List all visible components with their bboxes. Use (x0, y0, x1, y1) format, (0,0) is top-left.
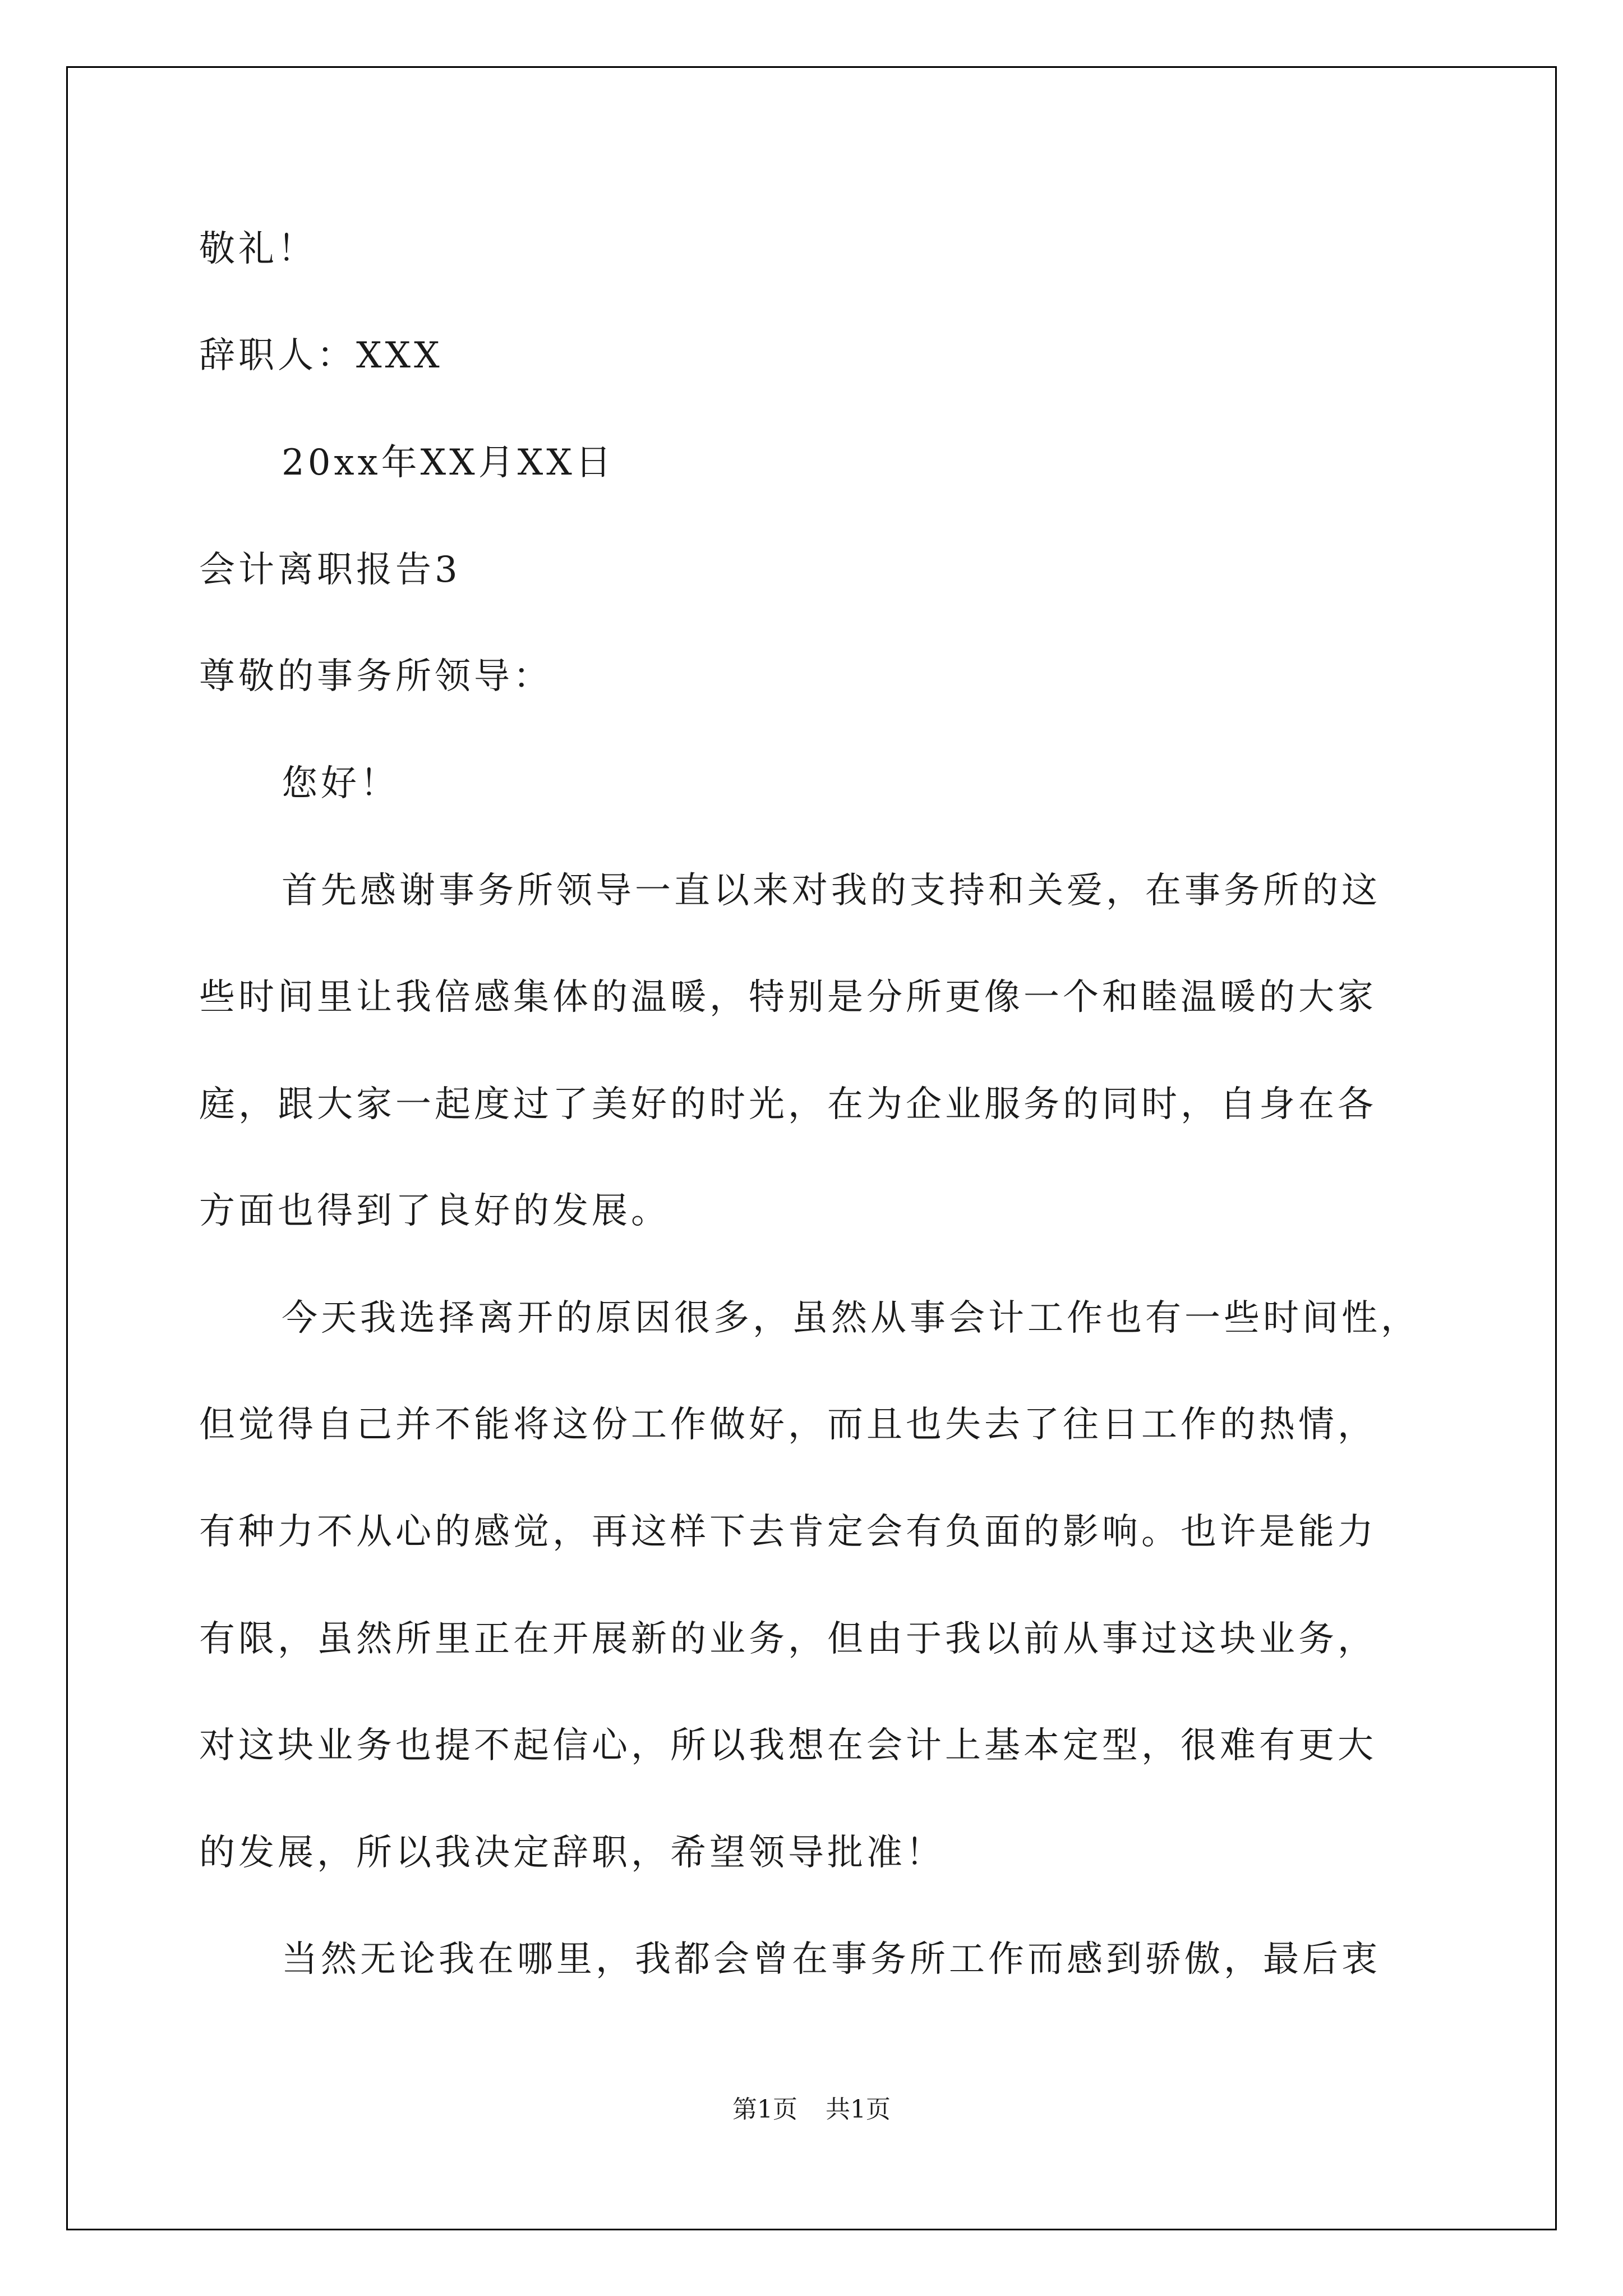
page-footer (0, 2097, 1623, 2122)
signatory-line: 辞职人：XXX (199, 335, 443, 376)
paragraph-2-line-5: 对这块业务也提不起信心，所以我想在会计上基本定型，很难有更大 (199, 1725, 1377, 1766)
paragraph-2-line-6: 的发展，所以我决定辞职，希望领导批准！ (199, 1832, 945, 1874)
closing-salutation: 敬礼！ (199, 228, 317, 270)
date-line: 20xx年XX月XX日 (282, 442, 615, 484)
page-number-current: 第1页 (732, 2095, 797, 2124)
paragraph-2-line-4: 有限，虽然所里正在开展新的业务，但由于我以前从事过这块业务， (199, 1618, 1377, 1660)
paragraph-1-line-3: 庭，跟大家一起度过了美好的时光，在为企业服务的同时，自身在各 (199, 1084, 1377, 1125)
paragraph-1-line-4: 方面也得到了良好的发展。 (199, 1190, 670, 1232)
paragraph-1-line-2: 些时间里让我倍感集体的温暖，特别是分所更像一个和睦温暖的大家 (199, 977, 1377, 1018)
letter-addressee: 尊敬的事务所领导： (199, 656, 552, 697)
section-title: 会计离职报告3 (199, 549, 461, 591)
page-border (66, 66, 1557, 2230)
page-number-total: 共1页 (826, 2095, 891, 2124)
paragraph-1-line-1: 首先感谢事务所领导一直以来对我的支持和关爱，在事务所的这 (282, 870, 1381, 912)
paragraph-2-line-3: 有种力不从心的感觉，再这样下去肯定会有负面的影响。也许是能力 (199, 1511, 1377, 1553)
paragraph-2-line-1: 今天我选择离开的原因很多，虽然从事会计工作也有一些时间性， (282, 1297, 1420, 1339)
paragraph-2-line-2: 但觉得自己并不能将这份工作做好，而且也失去了往日工作的热情， (199, 1404, 1377, 1446)
greeting: 您好！ (282, 763, 399, 804)
paragraph-3-line-1: 当然无论我在哪里，我都会曾在事务所工作而感到骄傲，最后衷 (282, 1939, 1381, 1980)
